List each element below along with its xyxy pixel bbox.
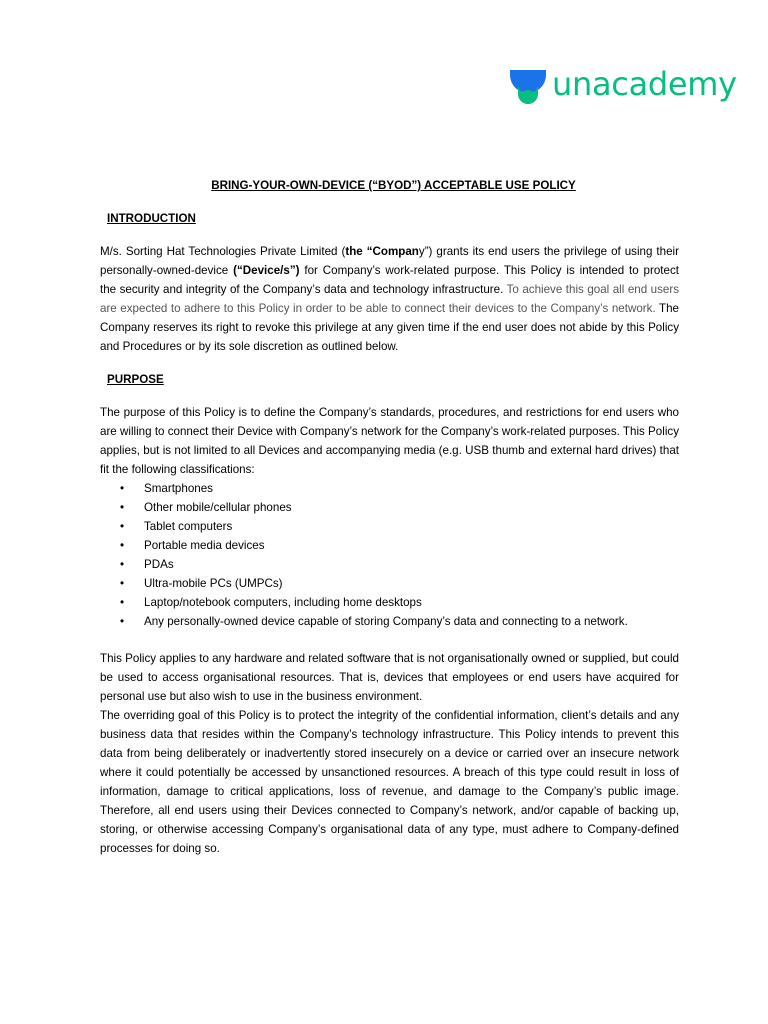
list-item — [100, 612, 679, 631]
device-classification-list — [100, 479, 679, 631]
bullet-icon: • — [120, 577, 125, 590]
purpose-heading: PURPOSE — [107, 373, 164, 386]
intro-bold-company: the “Compan — [345, 245, 419, 258]
bullet-icon: • — [120, 539, 125, 552]
purpose-intro-paragraph: The purpose of this Policy is to define the Company’s standards, procedures, and restrictions for end users who are willing to connect their Device with Company’s network for the Company’s work-related purposes. This Policy applies, but is not limited to all Devices and accompanying media (e.g. USB thumb and external hard drives) that fit the following classifications: — [100, 406, 679, 476]
list-item-text: PDAs — [144, 558, 174, 571]
bullet-icon: • — [120, 596, 125, 609]
scope-paragraph: This Policy applies to any hardware and related software that is not organisationally owned or supplied, but could be used to access organisational resources. That is, devices that employees or end users have acquired for personal use but also wish to use in the business environment. — [100, 652, 679, 703]
bullet-icon: • — [120, 520, 125, 533]
policy-document — [100, 176, 679, 858]
list-item — [100, 593, 679, 612]
list-item — [100, 555, 679, 574]
list-item — [100, 498, 679, 517]
document-title: BRING-YOUR-OWN-DEVICE (“BYOD”) ACCEPTABLE USE POLICY — [211, 179, 576, 192]
list-item-text: Other mobile/cellular phones — [144, 501, 292, 514]
goal-paragraph: The overriding goal of this Policy is to protect the integrity of the confidential information, client’s details and any business data that resides within the Company’s technology infrastructure. This Policy intends to prevent this data from being deliberately or inadvertently stored insecurely on a device or carried over an insecure network where it could potentially be accessed by unsanctioned resources. A breach of this type could result in loss of information, damage to critical applications, loss of revenue, and damage to the Company’s public image. Therefore, all end users using their Devices connected to Company’s network, and/or capable of backing up, storing, or otherwise accessing Company’s organisational data of any type, must adhere to Company-defined processes for doing so. — [100, 709, 679, 855]
list-item — [100, 517, 679, 536]
list-item-text: Laptop/notebook computers, including home desktops — [144, 596, 422, 609]
bullet-icon: • — [120, 482, 125, 495]
unacademy-logo-icon — [508, 64, 548, 104]
list-item — [100, 479, 679, 498]
list-item-text: Ultra-mobile PCs (UMPCs) — [144, 577, 283, 590]
bullet-icon: • — [120, 558, 125, 571]
list-item-text: Tablet computers — [144, 520, 233, 533]
list-item-text: Smartphones — [144, 482, 213, 495]
list-item-text: Portable media devices — [144, 539, 265, 552]
list-item — [100, 536, 679, 555]
intro-text-4: The Company reserves its right to revoke this privilege at any given time if the end user does not abide by this Policy and Procedures or by its sole discretion as outlined below. — [100, 302, 680, 353]
intro-text-3: for Company’s work-related purpose. This Policy is intended to protect the security and integrity of the Company’s data and technology infrastructure. — [100, 264, 679, 296]
intro-grey-text: To achieve this goal all end users are expected to adhere to this Policy in order to be able to connect their devices to the Company’s network. — [100, 283, 680, 315]
intro-text-2: y”) grants its end users the privilege of using their personally-owned-device — [100, 245, 679, 277]
bullet-icon: • — [120, 615, 125, 628]
intro-text-1: M/s. Sorting Hat Technologies Private Limited ( — [100, 245, 346, 258]
list-item-text: Any personally-owned device capable of storing Company’s data and connecting to a network. — [144, 615, 628, 628]
intro-bold-devices: (“Device/s”) — [233, 264, 300, 277]
introduction-heading: INTRODUCTION — [107, 212, 196, 225]
logo-text: unacademy — [552, 65, 737, 103]
introduction-paragraph — [100, 242, 679, 356]
unacademy-logo — [508, 62, 737, 106]
bullet-icon: • — [120, 501, 125, 514]
list-item — [100, 574, 679, 593]
